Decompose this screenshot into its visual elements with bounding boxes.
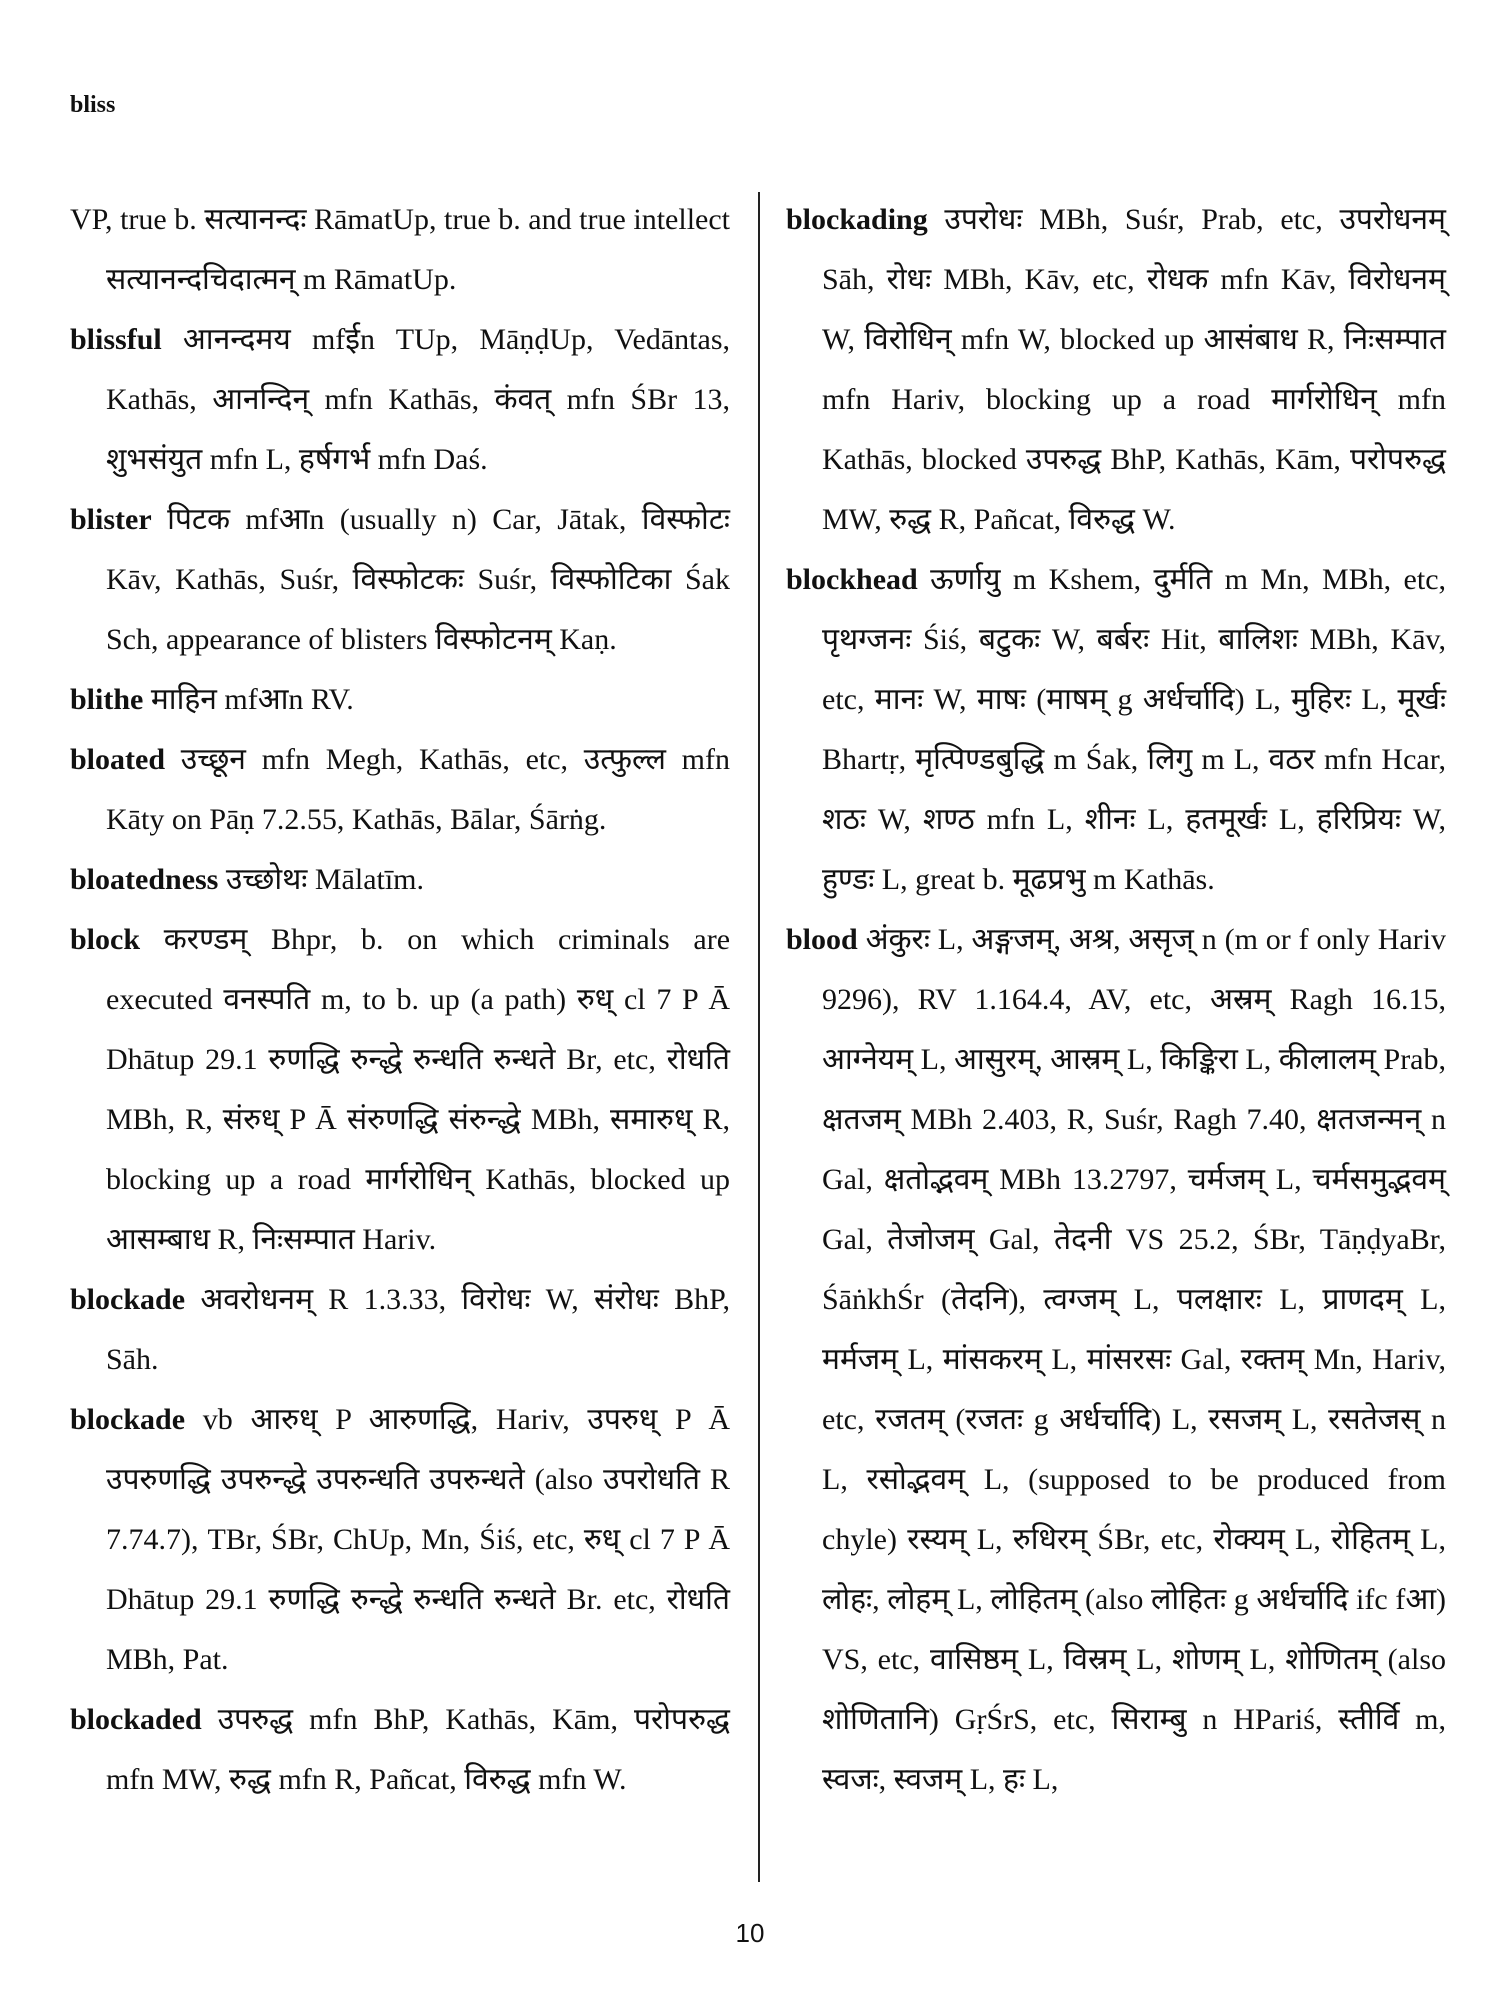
- entry-text: VP, true b. सत्यानन्दः RāmatUp, true b. and true intellect सत्यानन्दचिदात्मन् m RāmatUp.: [70, 203, 730, 296]
- entry: [70, 490, 730, 670]
- headword: blockhead: [786, 563, 918, 596]
- headword: blockaded: [70, 1703, 202, 1736]
- entry: [70, 1270, 730, 1390]
- entry-text: उच्छून mfn Megh, Kathās, etc, उत्फुल्ल mfn Kāty on Pāṇ 7.2.55, Kathās, Bālar, Śārṅg.: [106, 743, 731, 836]
- entry-text: पिटक mfआn (usually n) Car, Jātak, विस्फोटः Kāv, Kathās, Suśr, विस्फोटकः Suśr, विस्फोटिका Śak Sch, appearance of blisters विस्फोटनम् Kaṇ.: [106, 503, 730, 656]
- running-head: bliss: [70, 92, 116, 118]
- entry: [70, 850, 730, 910]
- headword: blockade: [70, 1283, 186, 1316]
- entry: [70, 1690, 730, 1810]
- entry-text: उच्छोथः Mālatīm.: [225, 863, 425, 896]
- entry-text: vb आरुध् P आरुणद्धि, Hariv, उपरुध् P Ā उपरुणद्धि उपरुन्द्धे उपरुन्धति उपरुन्धते (also उपरोधति R 7.74.7), TBr, ŚBr, ChUp, Mn, Śiś, etc, रुध् cl 7 P Ā Dhātup 29.1 रुणद्धि रुन्द्धे रुन्धति रुन्धते Br. etc, रोधति MBh, Pat.: [106, 1403, 730, 1676]
- entry-text: अंकुरः L, अङ्गजम्, अश्र, असृज् n (m or f only Hariv 9296), RV 1.164.4, AV, etc, अस्रम् Ragh 16.15, आग्नेयम् L, आसुरम्, आस्रम् L, किङ्किरा L, कीलालम् Prab, क्षतजम् MBh 2.403, R, Suśr, Ragh 7.40, क्षतजन्मन् n Gal, क्षतोद्भवम् MBh 13.2797, चर्मजम् L, चर्मसमुद्भवम् Gal, तेजोजम् Gal, तेदनी VS 25.2, ŚBr, TāṇḍyaBr, ŚāṅkhŚr (तेदनि), त्वग्जम् L, पलक्षारः L, प्राणदम् L, मर्मजम् L, मांसकरम् L, मांसरसः Gal, रक्तम् Mn, Hariv, etc, रजतम् (रजतः g अर्धर्चादि) L, रसजम् L, रसतेजस् n L, रसोद्भवम् L, (supposed to be produced from chyle) रस्यम् L, रुधिरम् ŚBr, etc, रोक्यम् L, रोहितम् L, लोहः, लोहम् L, लोहितम् (also लोहितः g अर्धर्चादि ifc fआ) VS, etc, वासिष्ठम् L, विस्रम् L, शोणम् L, शोणितम् (also शोणितानि) GṛŚrS, etc, सिराम्बु n HPariś, स्तीर्वि m, स्वजः, स्वजम् L, हः L,: [822, 923, 1447, 1796]
- entry-text: आनन्दमय mfईn TUp, MāṇḍUp, Vedāntas, Kathās, आनन्दिन् mfn Kathās, कंवत् mfn ŚBr 13, शुभसंयुत mfn L, हर्षगर्भ mfn Daś.: [106, 323, 730, 476]
- entry-text: उपरोधः MBh, Suśr, Prab, etc, उपरोधनम् Sāh, रोधः MBh, Kāv, etc, रोधक mfn Kāv, विरोधनम् W, विरोधिन् mfn W, blocked up आसंबाध R, निःसम्पात mfn Hariv, blocking up a road मार्गरोधिन् mfn Kathās, blocked उपरुद्ध BhP, Kathās, Kām, परोपरुद्ध MW, रुद्ध R, Pañcat, विरुद्ध W.: [822, 203, 1446, 536]
- headword: bloatedness: [70, 863, 219, 896]
- entry: [70, 670, 730, 730]
- headword: blissful: [70, 323, 162, 356]
- entry: [70, 910, 730, 1270]
- entry-text: ऊर्णायु m Kshem, दुर्मति m Mn, MBh, etc, पृथग्जनः Śiś, बटुकः W, बर्बरः Hit, बालिशः MBh, Kāv, etc, मानः W, माषः (माषम् g अर्धर्चादि) L, मुहिरः L, मूर्खः Bhartṛ, मृत्पिण्डबुद्धि m Śak, लिगु m L, वठर mfn Hcar, शठः W, शण्ठ mfn L, शीनः L, हतमूर्खः L, हरिप्रियः W, हुण्डः L, great b. मूढप्रभु m Kathās.: [822, 563, 1447, 896]
- page-number: 10: [735, 1918, 765, 1948]
- left-column: [70, 190, 730, 1810]
- headword: blockading: [786, 203, 928, 236]
- headword: blood: [786, 923, 858, 956]
- entry: [70, 1390, 730, 1690]
- entry: [70, 310, 730, 490]
- entry: [786, 190, 1446, 550]
- headword: blithe: [70, 683, 144, 716]
- headword: blockade: [70, 1403, 186, 1436]
- entry-text: करण्डम् Bhpr, b. on which criminals are executed वनस्पति m, to b. up (a path) रुध् cl 7 P Ā Dhātup 29.1 रुणद्धि रुन्द्धे रुन्धति रुन्धते Br, etc, रोधति MBh, R, संरुध् P Ā संरुणद्धि संरुन्द्धे MBh, समारुध् R, blocking up a road मार्गरोधिन् Kathās, blocked up आसम्बाध R, निःसम्पात Hariv.: [106, 923, 731, 1256]
- entry: [70, 730, 730, 850]
- entry: [70, 190, 730, 310]
- headword: block: [70, 923, 141, 956]
- entry: [786, 910, 1446, 1810]
- entry-text: माहिन mfआn RV.: [150, 683, 354, 716]
- column-divider: [758, 192, 760, 1882]
- entry-text: उपरुद्ध mfn BhP, Kathās, Kām, परोपरुद्ध mfn MW, रुद्ध mfn R, Pañcat, विरुद्ध mfn W.: [106, 1703, 730, 1796]
- headword: bloated: [70, 743, 166, 776]
- entry: [786, 550, 1446, 910]
- right-column: [786, 190, 1446, 1810]
- entry-text: अवरोधनम् R 1.3.33, विरोधः W, संरोधः BhP, Sāh.: [106, 1283, 731, 1376]
- headword: blister: [70, 503, 152, 536]
